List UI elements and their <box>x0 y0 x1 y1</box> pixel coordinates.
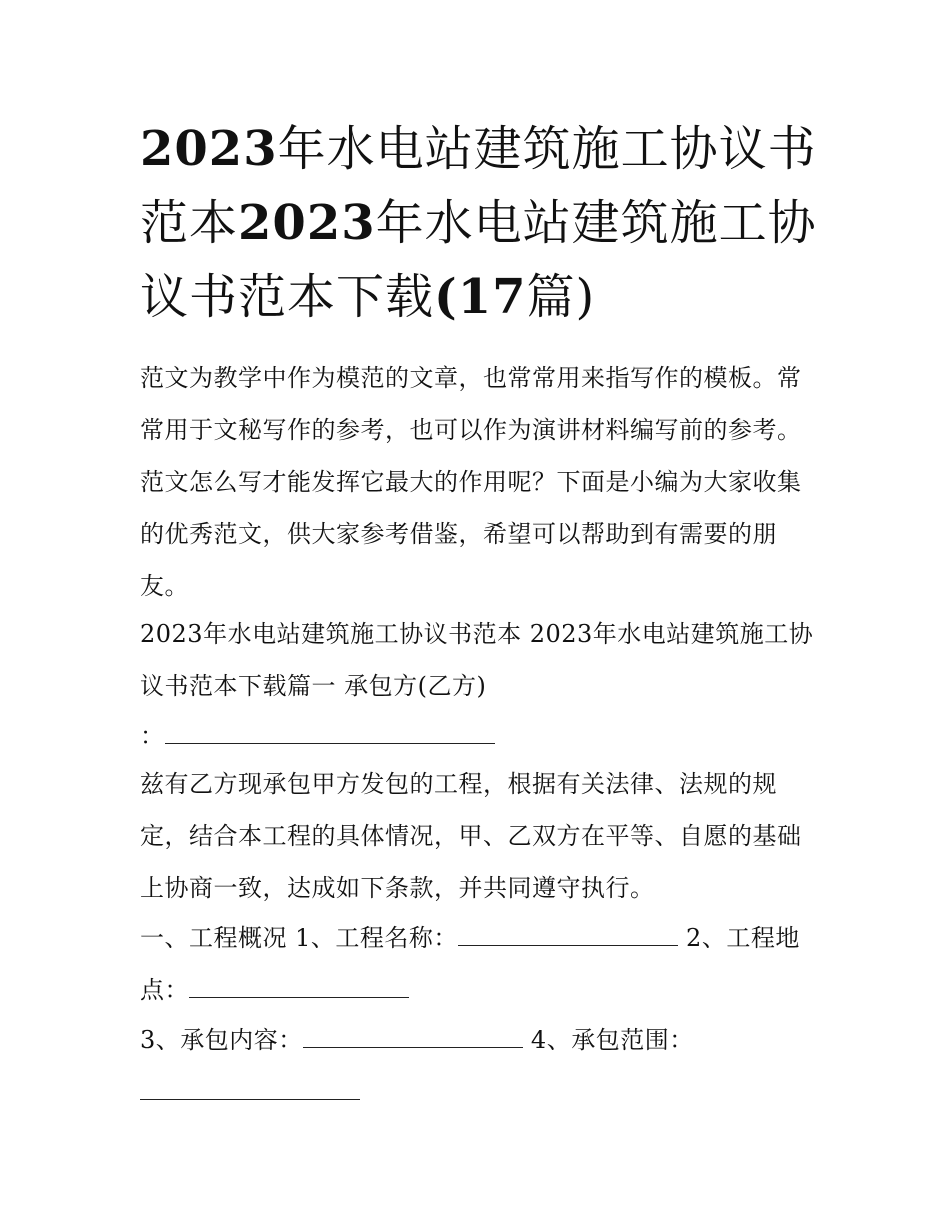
project-location-blank <box>189 971 409 998</box>
project-name-blank <box>458 919 678 946</box>
clause-project-overview <box>140 912 820 1016</box>
intro-paragraph: 范文为教学中作为模范的文章，也常常用来指写作的模板。常常用于文秘写作的参考，也可以作为演讲材料编写前的参考。范文怎么写才能发挥它最大的作用呢？下面是小编为大家收集的优秀范文，供大家参考借鉴，希望可以帮助到有需要的朋友。 <box>140 364 802 600</box>
title-text-2: 年水电站建筑施工协议书范本下载 <box>140 195 817 325</box>
clause-contract-scope <box>140 1014 820 1118</box>
contract-content-blank <box>303 1021 523 1048</box>
document-title <box>140 112 820 334</box>
agreement-paragraph: 兹有乙方现承包甲方发包的工程，根据有关法律、法规的规定，结合本工程的具体情况，甲、乙双方在平等、自愿的基础上协商一致，达成如下条款，并共同遵守执行。 <box>140 770 802 902</box>
contractor-colon: ： <box>140 722 165 750</box>
contract-scope-blank <box>140 1073 360 1100</box>
title-text-1: 年水电站建筑施工协议书范本 <box>140 121 817 251</box>
title-year-2: 2023 <box>238 195 376 251</box>
section-heading: 2023年水电站建筑施工协议书范本 2023年水电站建筑施工协议书范本下载篇一 承包方(乙方) <box>140 620 814 700</box>
contractor-blank <box>165 717 495 744</box>
contractor-line <box>140 710 820 762</box>
title-count: (17 <box>434 269 527 325</box>
contract-scope-label: 4、承包范围： <box>530 1026 694 1054</box>
title-unit: 篇) <box>526 269 596 325</box>
title-year-1: 2023 <box>140 121 278 177</box>
contract-content-label: 3、承包内容： <box>140 1026 303 1054</box>
project-location-label: 2、工程地点： <box>140 924 800 1004</box>
project-name-label: 一、工程概况 1、工程名称： <box>140 924 458 952</box>
